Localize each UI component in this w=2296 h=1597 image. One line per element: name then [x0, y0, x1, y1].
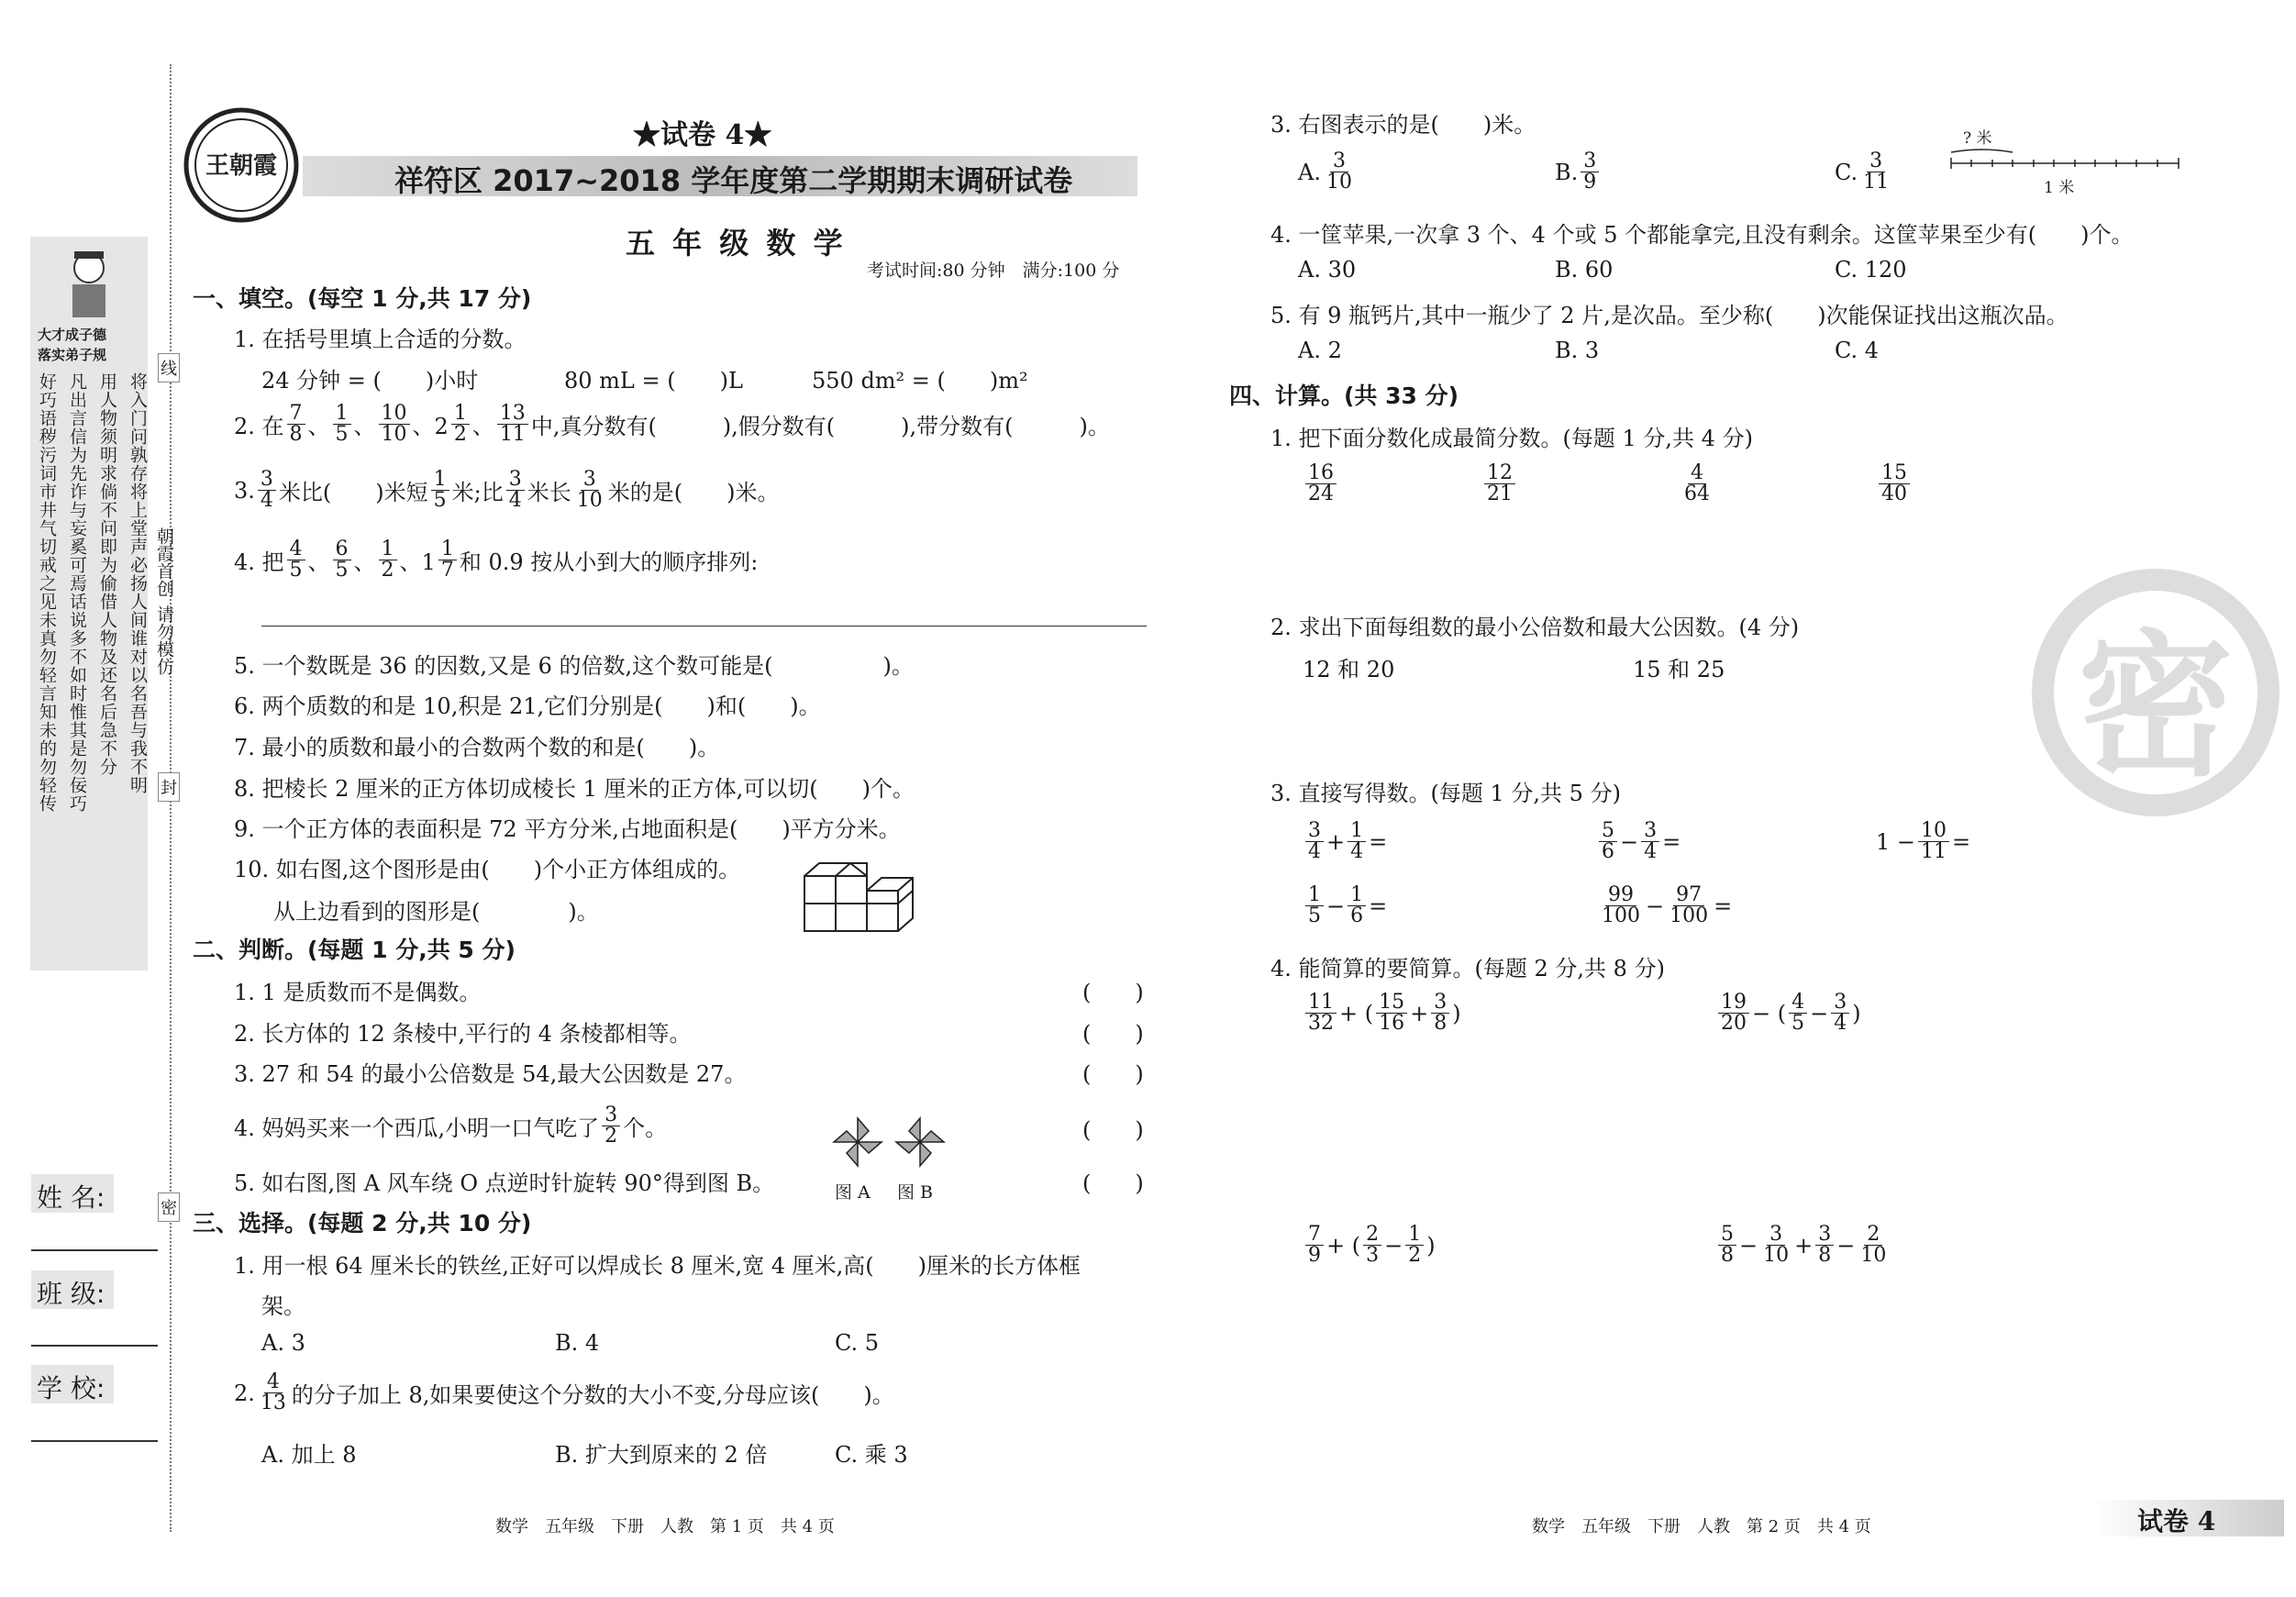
frac-15-16: 15 16	[1376, 993, 1407, 1035]
frac-3-10: 3 10	[576, 468, 603, 513]
frac-4-13: 4 13	[260, 1370, 286, 1415]
section-2-heading: 二、判断。(每题 1 分,共 5 分)	[193, 937, 516, 963]
frac-4-5: 4 5	[287, 539, 305, 582]
frac-3-11: 3 11	[1863, 150, 1890, 194]
paper-badge: ★试卷 4★	[633, 119, 772, 151]
frac-1-2b: 1 2	[379, 539, 397, 582]
frac-15-40: 15 40	[1879, 463, 1910, 505]
seal-tag-xian: 线	[158, 353, 180, 383]
s4-q3-e1: 3 4 + 1 4 =	[1303, 821, 1387, 863]
s1-q3-c: 米;比	[451, 480, 504, 506]
s1-q4-answer-line[interactable]	[261, 626, 1147, 627]
s3-q3-opt-a[interactable]	[1298, 151, 1358, 194]
s3-q2-b: 的分子加上 8,如果要使这个分数的大小不变,分母应该( )。	[291, 1382, 894, 1409]
s3-q1-opt-c[interactable]: C. 5	[835, 1330, 880, 1356]
pinwheel-a-icon	[830, 1115, 885, 1175]
s2-item-4-post: 个。	[623, 1115, 668, 1142]
frac-3-4b: 3 4	[506, 470, 525, 512]
s3-q1a: 1. 用一根 64 厘米长的铁丝,正好可以焊成长 8 厘米,宽 4 厘米,高( )厘米的长方体框	[234, 1253, 1081, 1279]
s3-q4: 4. 一筐苹果,一次拿 3 个、4 个或 5 个都能拿完,且没有剩余。这筐苹果至少有( )个。	[1270, 222, 2134, 248]
s1-q10b: 从上边看到的图形是( )。	[273, 899, 599, 925]
s4-q4: 4. 能简算的要简算。(每题 2 分,共 8 分)	[1270, 956, 1665, 981]
frac-5-8: 5 8	[1718, 1225, 1736, 1267]
s1-q3-a: 3.	[234, 477, 255, 504]
cartoon-figure	[65, 248, 113, 321]
frac-11-32: 11 32	[1305, 993, 1337, 1035]
school-line[interactable]	[31, 1440, 158, 1442]
frac-3-4c: 3 4	[1305, 821, 1324, 863]
frac-10-10: 10 10	[379, 404, 410, 446]
s4-q3-e5: 99 100 − 97 100 =	[1596, 885, 1732, 927]
frac-3-9: 3 9	[1581, 151, 1599, 194]
s4-q2a: 12 和 20	[1303, 657, 1395, 682]
school-label: 学 校:	[31, 1365, 114, 1403]
svg-text:王朝霞: 王朝霞	[205, 152, 278, 180]
fig-b-label: 图 B	[897, 1182, 934, 1203]
s1-q1c: 550 dm² = ( )m²	[812, 368, 1028, 394]
side-tag-2: 请勿模仿	[154, 605, 174, 675]
seal-tag-feng: 封	[158, 772, 180, 802]
s3-q3-opt-c-label: C.	[1835, 159, 1858, 185]
section-4-heading: 四、计算。(共 33 分)	[1229, 383, 1459, 409]
s3-q2-a: 2.	[234, 1380, 255, 1406]
frac-4-5b: 4 5	[1789, 993, 1807, 1035]
proverb-column: 用人物须明求倘不问即为偷借人物及还名后急不分	[97, 372, 117, 776]
s2-item-2: 2. 长方体的 12 条棱中,平行的 4 条棱都相等。	[234, 1021, 692, 1047]
s3-q3-opt-b[interactable]	[1555, 151, 1602, 194]
section-3-heading: 三、选择。(每题 2 分,共 10 分)	[193, 1210, 532, 1237]
s3-q2-opt-c[interactable]: C. 乘 3	[835, 1442, 908, 1468]
s2-item-4	[234, 1105, 667, 1148]
frac-3-4e: 3 4	[1831, 993, 1849, 1035]
s3-q4-opt-b[interactable]: B. 60	[1555, 257, 1614, 283]
s4-q1: 1. 把下面分数化成最简分数。(每题 1 分,共 4 分)	[1270, 426, 1753, 451]
frac-13-11: 13 11	[497, 404, 528, 446]
s2-paren-1[interactable]: ( )	[1082, 980, 1144, 1005]
proverb-column: 凡出言信为先诈与妄奚可焉话说多不如时惟其是勿佞巧	[67, 372, 87, 813]
s1-q1b: 80 mL = ( )L	[564, 368, 743, 394]
section-1-heading: 一、填空。(每空 1 分,共 17 分)	[193, 285, 532, 312]
s1-q2-post: 中,真分数有( ),假分数有( ),带分数有( )。	[530, 414, 1110, 440]
frac-3-10c: 3 10	[1763, 1223, 1790, 1268]
s4-q2b: 15 和 25	[1633, 657, 1725, 682]
frac-1-5c: 1 5	[1305, 885, 1324, 927]
name-line[interactable]	[31, 1249, 158, 1251]
sidebar-panel	[30, 237, 148, 970]
seal-tag-mi: 密	[158, 1192, 180, 1222]
frac-1-5: 1 5	[333, 404, 351, 446]
frac-1-2: 1 2	[451, 404, 470, 446]
s4-q4-e4: 5 8 − 3 10 + 3 8 − 2 10	[1715, 1225, 1891, 1267]
s1-q10a: 10. 如右图,这个图形是由( )个小正方体组成的。	[234, 857, 741, 882]
pinwheel-b-icon	[893, 1115, 948, 1175]
frac-3-4: 3 4	[258, 470, 276, 512]
s3-q3: 3. 右图表示的是( )米。	[1270, 112, 1536, 138]
s1-q6: 6. 两个质数的和是 10,积是 21,它们分别是( )和( )。	[234, 693, 821, 719]
s3-q4-opt-c[interactable]: C. 120	[1835, 257, 1907, 283]
s4-q4-e1: 11 32 + ( 15 16 + 3 8 )	[1303, 993, 1461, 1035]
s4-q4-e2: 19 20 − ( 4 5 − 3 4 )	[1715, 993, 1861, 1035]
footer-right: 数学 五年级 下册 人教 第 2 页 共 4 页	[1532, 1517, 1871, 1536]
s1-q9: 9. 一个正方体的表面积是 72 平方分米,占地面积是( )平方分米。	[234, 816, 901, 842]
cube-figure	[803, 848, 922, 941]
frac-2-10: 2 10	[1860, 1223, 1887, 1268]
s2-item-4-text: 4. 妈妈买来一个西瓜,小明一口气吃了	[234, 1115, 600, 1142]
frac-12-21: 12 21	[1484, 463, 1515, 505]
footer-left: 数学 五年级 下册 人教 第 1 页 共 4 页	[495, 1517, 835, 1536]
frac-3-10b: 3 10	[1325, 150, 1352, 194]
s3-q5: 5. 有 9 瓶钙片,其中一瓶少了 2 片,是次品。至少称( )次能保证找出这瓶次品。	[1270, 303, 2069, 328]
frac-1-6: 1 6	[1348, 885, 1366, 927]
frac-3-2: 3 2	[602, 1105, 620, 1148]
frac-99-100: 99 100	[1602, 883, 1640, 928]
s2-paren-5[interactable]: ( )	[1082, 1170, 1144, 1196]
s3-q2	[234, 1372, 894, 1414]
s1-q4-b: 和 0.9 按从小到大的顺序排列:	[459, 549, 759, 576]
name-label: 姓 名:	[31, 1174, 114, 1213]
frac-5-6: 5 6	[1599, 821, 1617, 863]
frac-4-64: 4 64	[1684, 461, 1710, 506]
s1-q3-b: 米比( )米短	[278, 480, 428, 506]
frac-3-4d: 3 4	[1641, 821, 1659, 863]
s3-q5-opt-b[interactable]: B. 3	[1555, 338, 1600, 363]
frac-2-3: 2 3	[1363, 1225, 1381, 1267]
motto-2: 落实弟子规	[38, 347, 107, 363]
s1-q4: 4. 把 4 5 、 6 5 、 1 2 、1 1 7 和 0.9 按从小到大的顺序排列:	[234, 538, 759, 582]
class-line[interactable]	[31, 1345, 158, 1347]
confidential-watermark	[2032, 569, 2279, 816]
s3-q3-opt-b-label: B.	[1555, 159, 1579, 185]
exam-meta: 考试时间:80 分钟 满分:100 分	[867, 261, 1120, 281]
s3-q2-opt-a[interactable]: A. 加上 8	[261, 1442, 357, 1468]
s4-q3-e2: 5 6 − 3 4 =	[1596, 821, 1680, 863]
s3-q2-opt-b[interactable]: B. 扩大到原来的 2 倍	[555, 1442, 768, 1468]
side-tag-1: 朝霞首创	[154, 527, 174, 597]
frac-6-5: 6 5	[333, 539, 351, 582]
s1-q2: 2. 在 7 8 、 1 5 、 10 10 、2 1 2 、 13 11 中,真分数有( ),假分数有( ),带分数有( )。	[234, 402, 1110, 447]
s2-paren-3[interactable]: ( )	[1082, 1061, 1144, 1087]
s3-q5-opt-c[interactable]: C. 4	[1835, 338, 1880, 363]
ruler-bottom-label: 1 米	[2044, 179, 2075, 197]
fig-a-label: 图 A	[835, 1182, 871, 1203]
proverb-column: 好巧语秽污词市井气切戒之见未真勿轻言知未的勿轻传	[37, 372, 57, 813]
s1-q2-pre: 2. 在	[234, 414, 284, 440]
frac-19-20: 19 20	[1718, 993, 1749, 1035]
frac-1-7: 1 7	[438, 539, 457, 582]
s4-q2: 2. 求出下面每组数的最小公倍数和最大公因数。(4 分)	[1270, 615, 1800, 640]
footer-paper-tag: 试卷 4	[2091, 1500, 2284, 1536]
s1-q1a: 24 分钟 = ( )小时	[261, 368, 479, 394]
s3-q4-opt-a[interactable]: A. 30	[1298, 257, 1357, 283]
s1-q3	[234, 470, 779, 512]
s3-q1-opt-b[interactable]: B. 4	[555, 1330, 600, 1356]
s3-q3-opt-c[interactable]	[1835, 151, 1894, 194]
frac-1-2c: 1 2	[1405, 1225, 1424, 1267]
s3-q5-opt-a[interactable]: A. 2	[1298, 338, 1342, 363]
s1-q7: 7. 最小的质数和最小的合数两个数的和是( )。	[234, 735, 720, 760]
proverb-column: 将入门问孰存将上堂声必扬人间谁对以名吾与我不明	[128, 372, 148, 794]
frac-1-5b: 1 5	[431, 470, 449, 512]
motto-1: 大才成子德	[38, 327, 107, 343]
s2-paren-2[interactable]: ( )	[1082, 1021, 1144, 1047]
proverb-columns	[36, 372, 148, 813]
logo	[182, 105, 301, 225]
paper-title: 祥符区 2017~2018 学年度第二学期期末调研试卷	[394, 163, 1073, 198]
frac-16-24: 16 24	[1305, 463, 1337, 505]
class-label: 班 级:	[31, 1270, 114, 1309]
watermark-char: 密	[2077, 614, 2234, 798]
s4-q3-e3: 1 − 10 11 =	[1876, 819, 1971, 864]
ruler-top-label: ? 米	[1963, 129, 1992, 148]
s4-q3-e4: 1 5 − 1 6 =	[1303, 885, 1387, 927]
s1-q3-e: 米的是( )米。	[607, 480, 780, 506]
s3-q3-opt-a-label: A.	[1298, 159, 1321, 185]
paper-subtitle: 五 年 级 数 学	[626, 226, 847, 261]
s3-q1b: 架。	[261, 1293, 305, 1319]
s1-q8: 8. 把棱长 2 厘米的正方体切成棱长 1 厘米的正方体,可以切( )个。	[234, 776, 915, 802]
s2-paren-4[interactable]: ( )	[1082, 1117, 1144, 1143]
s1-q4-a: 4. 把	[234, 549, 284, 576]
frac-3-8b: 3 8	[1815, 1225, 1834, 1267]
frac-7-9: 7 9	[1305, 1225, 1324, 1267]
frac-1-4: 1 4	[1348, 821, 1366, 863]
s1-q5: 5. 一个数既是 36 的因数,又是 6 的倍数,这个数可能是( )。	[234, 653, 914, 679]
s1-q1: 1. 在括号里填上合适的分数。	[234, 327, 527, 352]
s2-item-1: 1. 1 是质数而不是偶数。	[234, 980, 482, 1005]
s3-q1-opt-a[interactable]: A. 3	[261, 1330, 305, 1356]
s1-q3-d: 米长	[527, 480, 571, 506]
s4-q4-e3: 7 9 + ( 2 3 − 1 2 )	[1303, 1225, 1436, 1267]
frac-97-100: 97 100	[1669, 883, 1709, 928]
frac-7-8: 7 8	[287, 404, 305, 446]
s2-item-3: 3. 27 和 54 的最小公倍数是 54,最大公因数是 27。	[234, 1061, 747, 1087]
frac-3-8: 3 8	[1431, 993, 1449, 1035]
s4-q3: 3. 直接写得数。(每题 1 分,共 5 分)	[1270, 781, 1621, 806]
s2-item-5: 5. 如右图,图 A 风车绕 O 点逆时针旋转 90°得到图 B。	[234, 1170, 775, 1196]
frac-10-11: 10 11	[1918, 821, 1949, 863]
